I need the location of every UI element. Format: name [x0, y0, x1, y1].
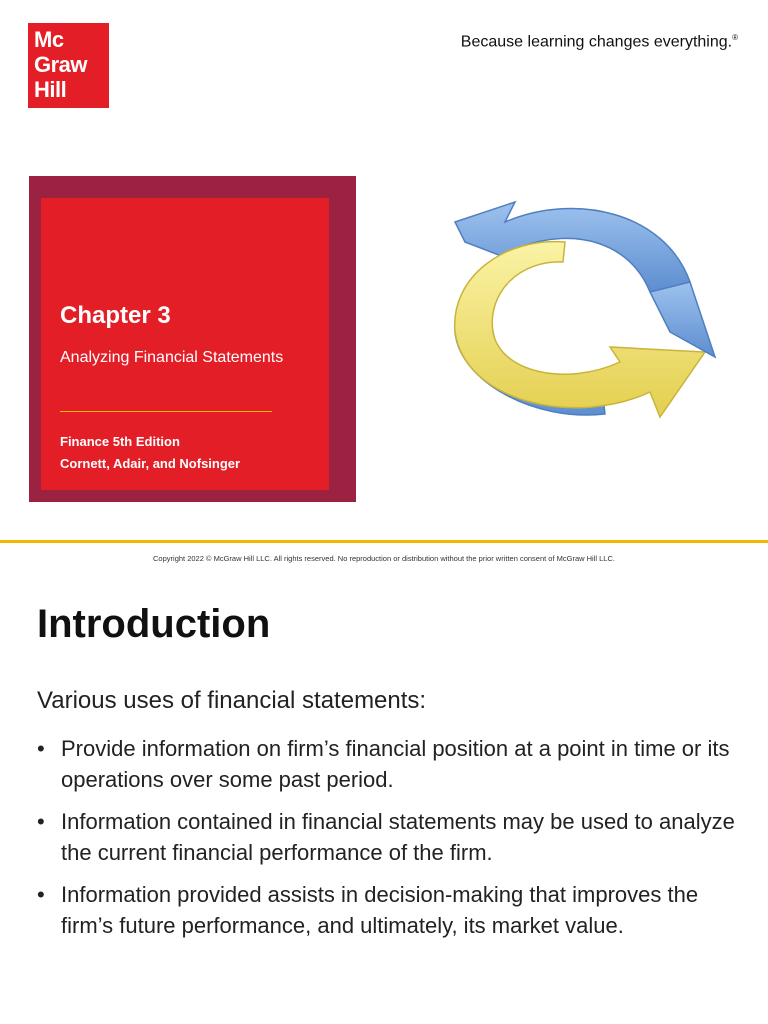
bullet-text: Provide information on firm’s financial position at a point in time or its operations over some past period. — [61, 736, 730, 792]
title-divider — [60, 411, 272, 412]
bullet-list — [37, 733, 737, 952]
title-card-inner — [41, 198, 329, 490]
edition-label: Finance 5th Edition — [60, 434, 180, 449]
bullet-icon: • — [37, 809, 45, 834]
slide-heading: Introduction — [37, 602, 271, 646]
chapter-title: Chapter 3 — [60, 302, 171, 329]
gold-divider — [0, 540, 768, 543]
bullet-icon: • — [37, 736, 45, 761]
registered-mark: ® — [732, 33, 738, 42]
bullet-text: Information provided assists in decision-making that improves the firm’s future performance, and ultimately, its market value. — [61, 882, 699, 938]
logo-line-3: Hill — [34, 77, 67, 102]
copyright-notice: Copyright 2022 © McGraw Hill LLC. All rights reserved. No reproduction or distribution without the prior written consent of McGraw Hill LLC. — [153, 554, 615, 563]
book-info — [60, 431, 240, 475]
logo-line-2: Graw — [34, 52, 88, 77]
authors-label: Cornett, Adair, and Nofsinger — [60, 456, 241, 471]
title-card — [29, 176, 356, 502]
slide-lead: Various uses of financial statements: — [37, 687, 427, 714]
chapter-subtitle: Analyzing Financial Statements — [60, 349, 284, 366]
logo-line-1: Mc — [34, 27, 64, 52]
mcgraw-hill-logo — [28, 23, 109, 108]
tagline-text: Because learning changes everything. — [460, 33, 733, 51]
list-item — [37, 879, 737, 941]
blue-arrow-head — [650, 282, 715, 357]
circular-arrows-icon — [425, 182, 725, 432]
bullet-icon: • — [37, 882, 45, 907]
tagline — [461, 33, 738, 51]
list-item — [37, 806, 737, 868]
bullet-text: Information contained in financial statements may be used to analyze the current financial performance of the firm. — [61, 809, 735, 865]
list-item — [37, 733, 737, 795]
